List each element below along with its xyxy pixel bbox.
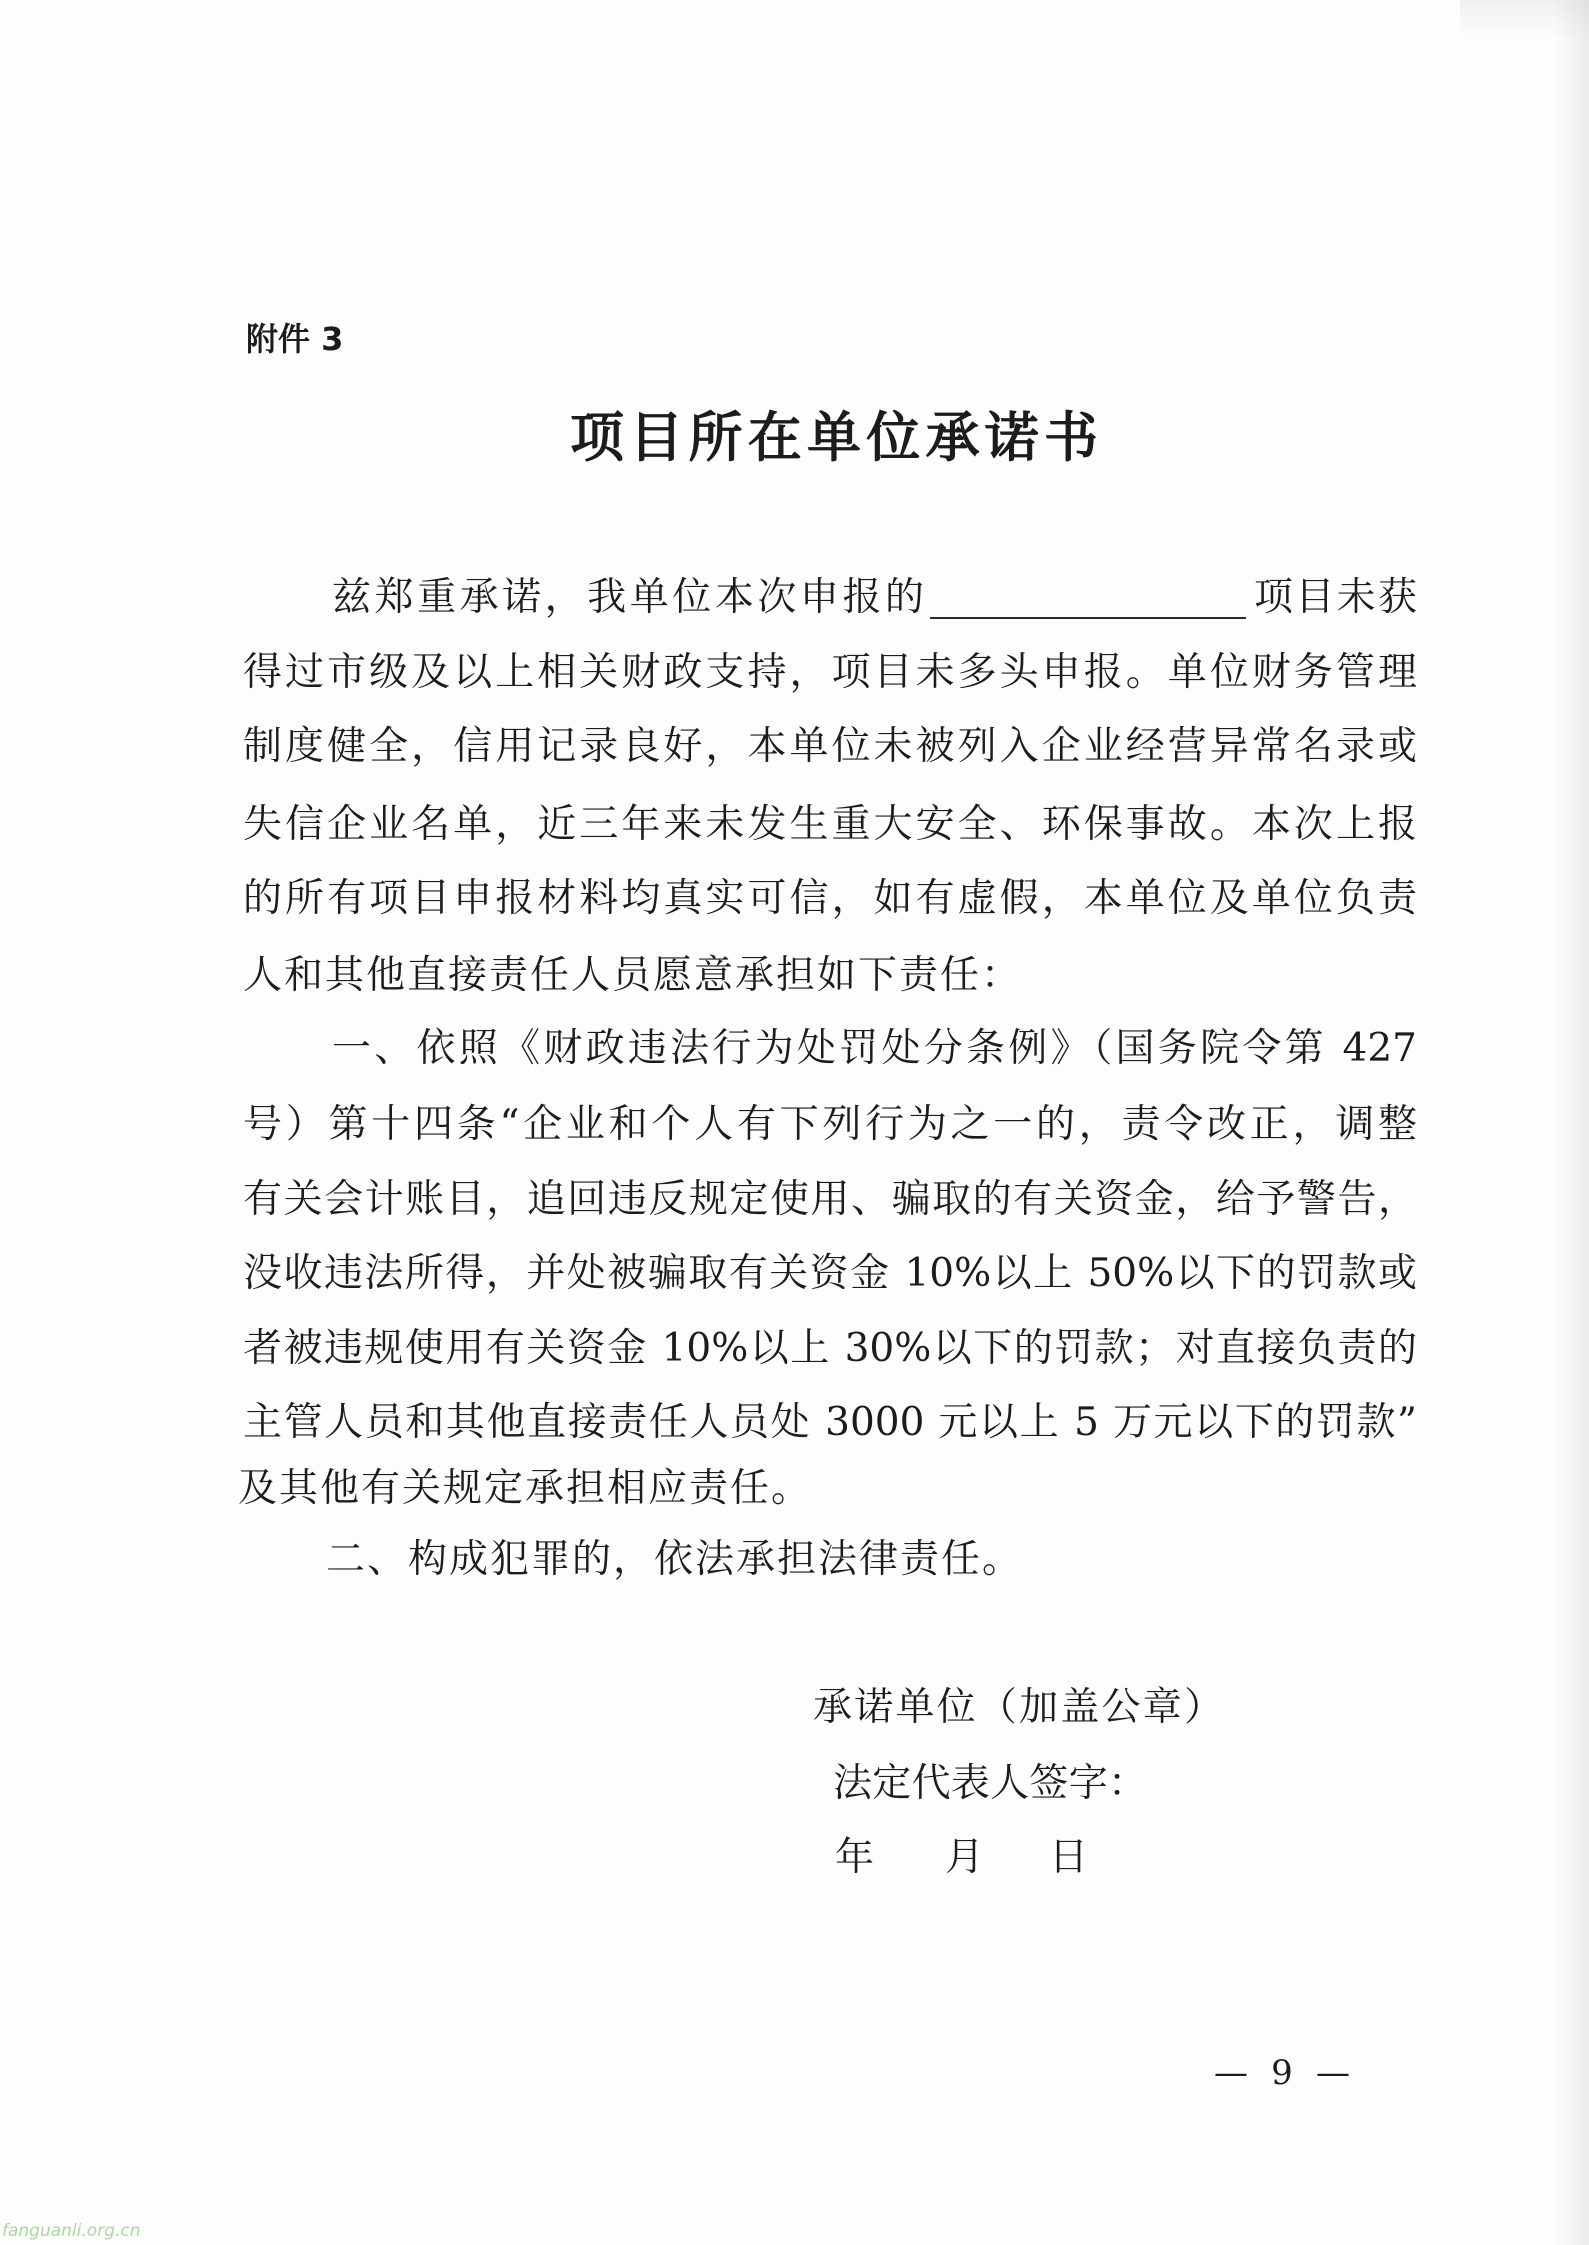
attachment-label: 附件 3 xyxy=(246,320,344,358)
date-month-label: 月 xyxy=(945,1835,985,1880)
date-year-label: 年 xyxy=(835,1835,875,1880)
page-number: — 9 — xyxy=(1214,2053,1350,2093)
project-name-blank-line xyxy=(930,573,1246,619)
body-line: 人和其他直接责任人员愿意承担如下责任： xyxy=(243,953,1023,998)
scan-corner-shadow xyxy=(1460,0,1589,40)
clause-one-line: 及其他有关规定承担相应责任。 xyxy=(238,1466,813,1511)
clause-one-line: 一、依照《财政违法行为处罚处分条例》（国务院令第 427 xyxy=(332,1026,1417,1071)
clause-one-line: 者被违规使用有关资金 10%以上 30%以下的罚款；对直接负责的 xyxy=(243,1326,1417,1371)
clause-one-line: 主管人员和其他直接责任人员处 3000 元以上 5 万元以下的罚款” xyxy=(243,1400,1417,1445)
document-title: 项目所在单位承诺书 xyxy=(570,405,1098,469)
clause-one-line: 没收违法所得，并处被骗取有关资金 10%以上 50%以下的罚款或 xyxy=(243,1251,1417,1296)
date-day-label: 日 xyxy=(1049,1835,1089,1880)
clause-one-line: 有关会计账目，追回违反规定使用、骗取的有关资金，给予警告， xyxy=(243,1177,1417,1222)
source-watermark: fanguanli.org.cn xyxy=(2,2221,141,2241)
body-line: 的所有项目申报材料均真实可信，如有虚假，本单位及单位负责 xyxy=(243,876,1417,921)
body-line-1-end: 项目未获 xyxy=(1254,575,1417,620)
body-line-1-start: 兹郑重承诺，我单位本次申报的 xyxy=(332,575,924,620)
clause-one-line: 号）第十四条“企业和个人有下列行为之一的，责令改正，调整 xyxy=(243,1102,1417,1147)
body-line: 得过市级及以上相关财政支持，项目未多头申报。单位财务管理 xyxy=(243,650,1417,695)
clause-two-line: 二、构成犯罪的，依法承担法律责任。 xyxy=(326,1537,1024,1582)
legal-representative-signature-label: 法定代表人签字： xyxy=(833,1761,1147,1806)
body-line: 制度健全，信用记录良好，本单位未被列入企业经营异常名录或 xyxy=(243,724,1417,769)
body-line: 失信企业名单，近三年来未发生重大安全、环保事故。本次上报 xyxy=(243,802,1417,847)
commitment-unit-seal-label: 承诺单位（加盖公章） xyxy=(813,1685,1223,1730)
scan-edge-shadow xyxy=(1553,0,1589,2245)
